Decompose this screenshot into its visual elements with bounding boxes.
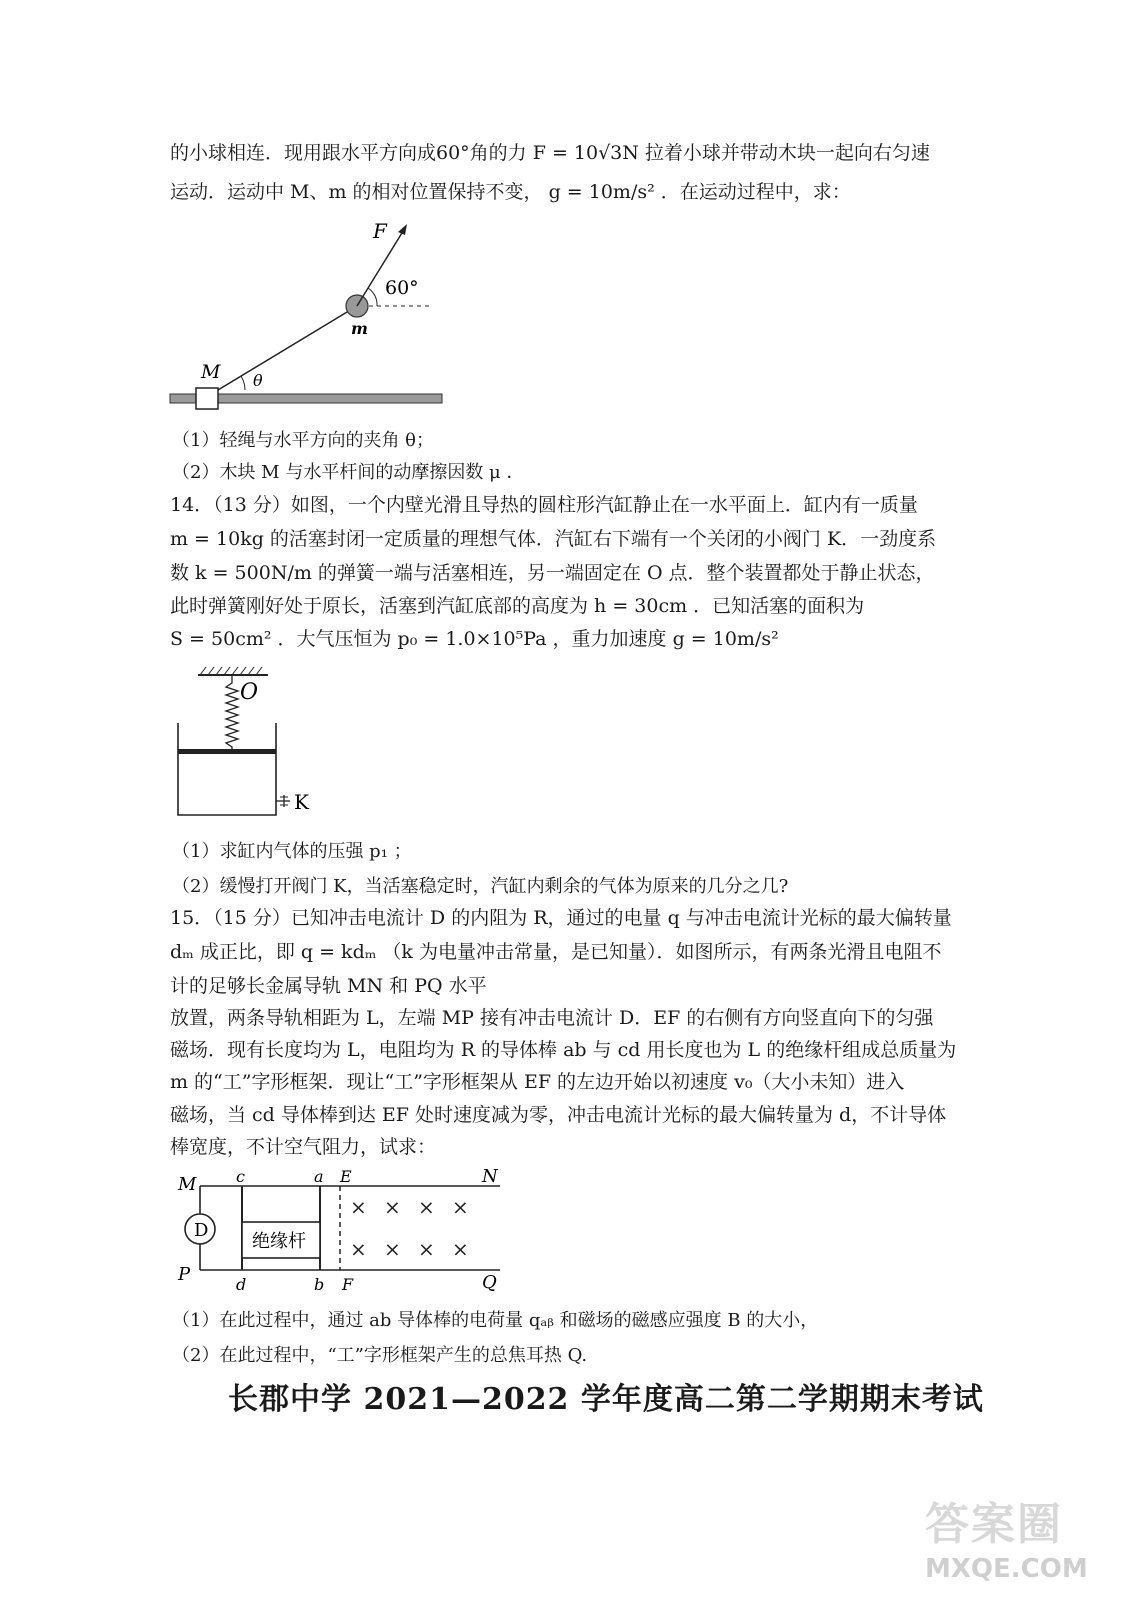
label-D: D xyxy=(194,1220,209,1241)
exam-title: 长郡中学 2021—2022 学年度高二第二学期期末考试 xyxy=(228,1382,984,1417)
label-Q: Q xyxy=(482,1272,497,1293)
q15-text-line6: m 的“工”字形框架．现让“工”字形框架从 EF 的左边开始以初速度 v₀（大小未知）进入 xyxy=(170,1071,905,1093)
q14-text-line2: m = 10kg 的活塞封闭一定质量的理想气体．汽缸右下端有一个关闭的小阀门 K．一劲度系 xyxy=(170,528,937,550)
q14-sub1: （1）求缸内气体的压强 p₁ ； xyxy=(172,841,412,862)
label-N: N xyxy=(482,1166,498,1187)
q13-sub1: （1）轻绳与水平方向的夹角 θ； xyxy=(172,430,435,451)
label-F: F xyxy=(342,1275,354,1294)
q14-text-line3: 数 k = 500N/m 的弹簧一端与活塞相连，另一端固定在 O 点．整个装置都处于静止状态， xyxy=(170,562,935,584)
svg-text:×: × xyxy=(452,1195,469,1219)
svg-text:×: × xyxy=(384,1195,401,1219)
piston xyxy=(178,749,276,754)
q15-text-line1: 15．（15 分）已知冲击电流计 D 的内阻为 R，通过的电量 q 与冲击电流计光标的最大偏转量 xyxy=(170,907,952,929)
watermark-logo xyxy=(925,1488,1115,1588)
spring xyxy=(226,675,238,751)
svg-text:×: × xyxy=(418,1237,435,1261)
q13-text-line2: 运动．运动中 M、m 的相对位置保持不变， g = 10m/s² ．在运动过程中，求： xyxy=(170,181,851,203)
label-F: F xyxy=(373,219,387,243)
q13-figure xyxy=(165,218,450,413)
label-K: K xyxy=(294,790,309,814)
label-M: M xyxy=(201,361,221,383)
q14-sub2: （2）缓慢打开阀门 K，当活塞稳定时，汽缸内剩余的气体为原来的几分之几? xyxy=(172,876,789,897)
q15-text-line3: 计的足够长金属导轨 MN 和 PQ 水平 xyxy=(170,975,487,997)
insulating-rod-label: 绝缘杆 xyxy=(252,1231,306,1252)
q15-text-line7: 磁场，当 cd 导体棒到达 EF 处时速度减为零，冲击电流计光标的最大偏转量为 d，不计导体 xyxy=(170,1104,947,1126)
q13-sub2: （2）木块 M 与水平杆间的动摩擦因数 μ ． xyxy=(172,462,525,483)
svg-text:×: × xyxy=(452,1237,469,1261)
q13-text-line1: 的小球相连．现用跟水平方向成60°角的力 F = 10√3N 拉着小球并带动木块一起向右匀速 xyxy=(170,142,930,164)
label-b: b xyxy=(314,1275,325,1294)
label-O: O xyxy=(240,680,259,705)
magnetic-field-crosses xyxy=(350,1195,469,1261)
svg-text:×: × xyxy=(384,1237,401,1261)
q15-text-line5: 磁场．现有长度均为 L，电阻均为 R 的导体棒 ab 与 cd 用长度也为 L 的绝缘杆组成总质量为 xyxy=(170,1039,957,1061)
q15-text-line8: 棒宽度，不计空气阻力，试求： xyxy=(170,1136,437,1158)
q14-text-line4: 此时弹簧刚好处于原长，活塞到汽缸底部的高度为 h = 30cm ．已知活塞的面积为 xyxy=(170,595,865,617)
block-M xyxy=(196,388,218,409)
watermark-bottom: MXQE.COM xyxy=(925,1554,1088,1584)
ceiling-hatch xyxy=(200,667,262,675)
angle-arc xyxy=(368,288,377,306)
q15-text-line4: 放置，两条导轨相距为 L，左端 MP 接有冲击电流计 D．EF 的右侧有方向竖直向下的匀强 xyxy=(170,1007,934,1029)
q14-text-line1: 14．（13 分）如图，一个内壁光滑且导热的圆柱形汽缸静止在一水平面上．缸内有一质量 xyxy=(170,494,918,516)
q15-sub2: （2）在此过程中，“工”字形框架产生的总焦耳热 Q. xyxy=(172,1345,588,1366)
watermark-top: 答案圈 xyxy=(925,1499,1063,1550)
label-d: d xyxy=(236,1275,247,1294)
q15-sub1: （1）在此过程中，通过 ab 导体棒的电荷量 qₐᵦ 和磁场的磁感应强度 B 的大小， xyxy=(172,1310,819,1331)
label-c: c xyxy=(236,1167,245,1186)
rope xyxy=(218,306,357,390)
q14-text-line5: S = 50cm² ．大气压恒为 p₀ = 1.0×10⁵Pa ，重力加速度 g = 10m/s² xyxy=(170,628,779,650)
theta-arc xyxy=(241,376,245,390)
label-60deg: 60° xyxy=(385,277,419,299)
label-a: a xyxy=(314,1167,324,1186)
label-theta: θ xyxy=(253,371,263,390)
q14-figure xyxy=(170,663,330,823)
label-m: m xyxy=(351,319,368,338)
svg-text:×: × xyxy=(350,1195,367,1219)
cylinder xyxy=(178,723,276,815)
label-P: P xyxy=(178,1264,191,1285)
q15-text-line2: dₘ 成正比，即 q = kdₘ （k 为电量冲击常量，是已知量）．如图所示，有两条光滑且电阻不 xyxy=(170,941,942,963)
svg-text:×: × xyxy=(418,1195,435,1219)
q15-figure xyxy=(170,1162,505,1297)
label-E: E xyxy=(340,1167,352,1186)
arrowhead-icon xyxy=(398,224,407,235)
label-M: M xyxy=(178,1174,197,1195)
svg-text:×: × xyxy=(350,1237,367,1261)
